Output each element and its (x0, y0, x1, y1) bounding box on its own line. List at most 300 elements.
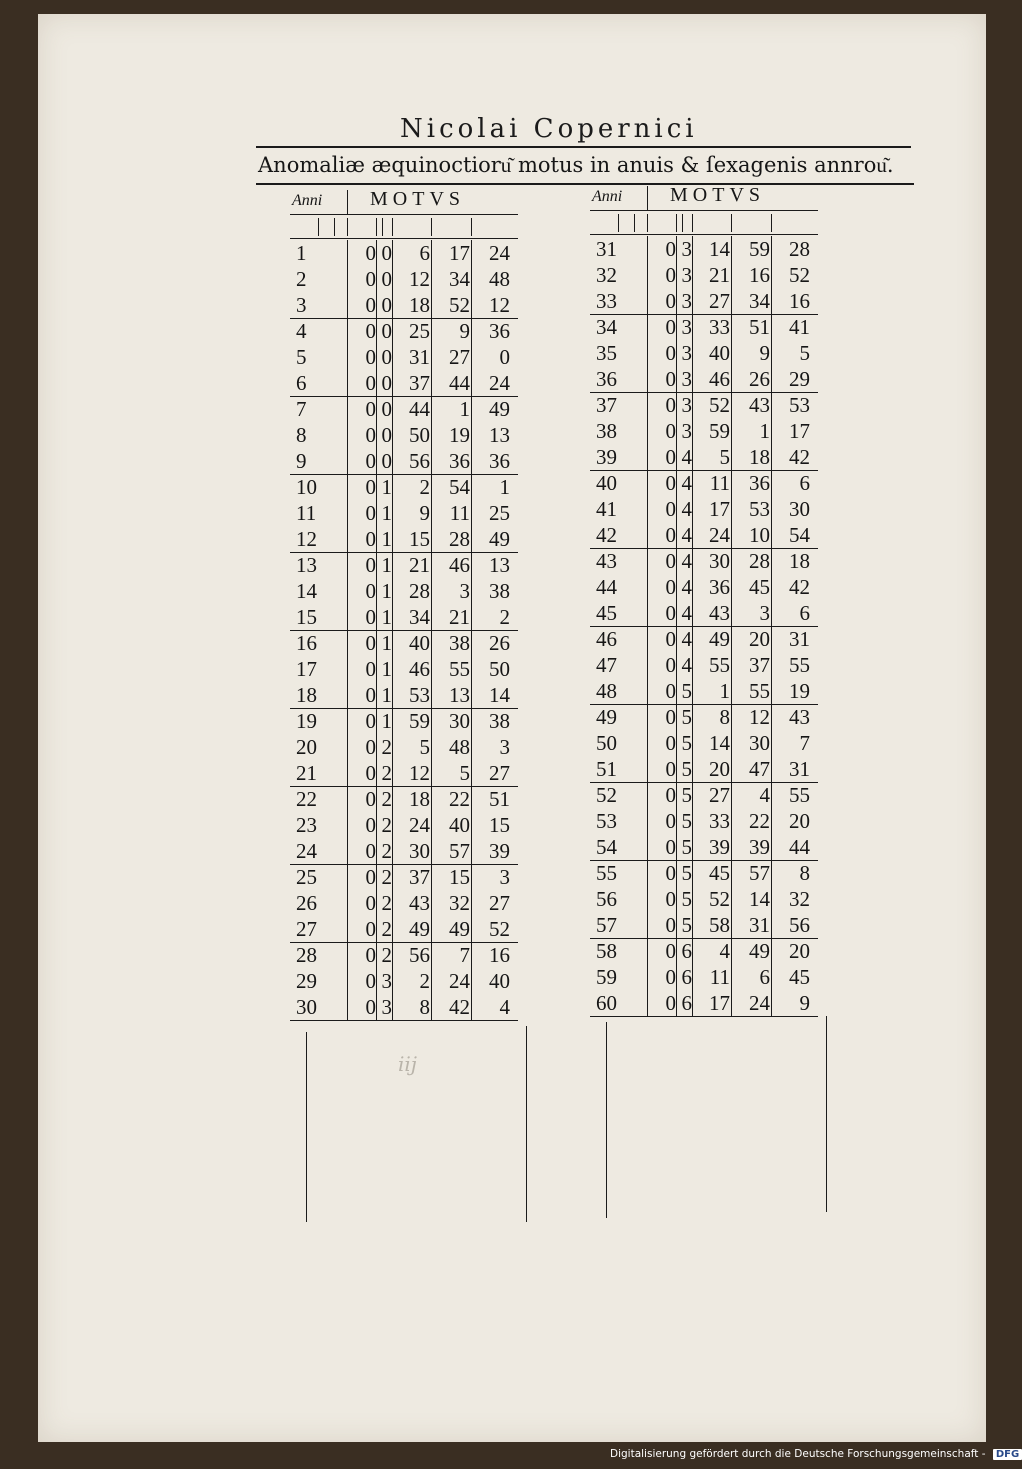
sexagesimal-cell: 0 (365, 995, 376, 1019)
minute-cell: 28 (409, 579, 430, 603)
degree-cell: 0 (381, 371, 392, 395)
third-cell: 42 (789, 445, 810, 469)
minute-cell: 34 (409, 605, 430, 629)
third-cell: 55 (789, 783, 810, 807)
minute-cell: 14 (709, 731, 730, 755)
sexagesimal-cell: 0 (365, 839, 376, 863)
sexagesimal-cell: 0 (665, 549, 676, 573)
table-row (290, 396, 518, 422)
sexagesimal-cell: 0 (665, 289, 676, 313)
year-cell: 39 (596, 445, 617, 469)
sexagesimal-cell: 0 (665, 679, 676, 703)
table-row (590, 626, 818, 652)
year-cell: 47 (596, 653, 617, 677)
minute-cell: 2 (419, 475, 430, 499)
minute-cell: 12 (409, 761, 430, 785)
table-row (590, 262, 818, 288)
third-cell: 5 (799, 341, 810, 365)
minute-cell: 55 (709, 653, 730, 677)
third-cell: 54 (789, 523, 810, 547)
minute-cell: 39 (709, 835, 730, 859)
table-row (290, 942, 518, 968)
minute-cell: 9 (419, 501, 430, 525)
sexagesimal-cell: 0 (665, 653, 676, 677)
table-row (290, 240, 518, 266)
degree-cell: 4 (681, 471, 692, 495)
second-cell: 19 (449, 423, 470, 447)
table-row (290, 708, 518, 734)
right-table-header (590, 186, 818, 211)
degree-cell: 5 (681, 835, 692, 859)
second-cell: 30 (749, 731, 770, 755)
degree-cell: 0 (381, 345, 392, 369)
sexagesimal-cell: 0 (665, 341, 676, 365)
year-cell: 8 (296, 423, 307, 447)
second-cell: 49 (749, 939, 770, 963)
year-cell: 36 (596, 367, 617, 391)
second-cell: 46 (449, 553, 470, 577)
second-cell: 11 (449, 501, 470, 525)
sexagesimal-cell: 0 (665, 965, 676, 989)
second-cell: 30 (449, 709, 470, 733)
third-cell: 3 (499, 865, 510, 889)
sexagesimal-cell: 0 (365, 449, 376, 473)
year-cell: 44 (596, 575, 617, 599)
table-row (290, 968, 518, 994)
sexagesimal-cell: 0 (365, 709, 376, 733)
second-cell: 53 (749, 497, 770, 521)
degree-cell: 2 (381, 891, 392, 915)
degree-cell: 2 (381, 787, 392, 811)
year-cell: 52 (596, 783, 617, 807)
third-cell: 40 (489, 969, 510, 993)
minute-cell: 30 (409, 839, 430, 863)
second-cell: 55 (449, 657, 470, 681)
year-cell: 43 (596, 549, 617, 573)
third-cell: 4 (499, 995, 510, 1019)
degree-cell: 2 (381, 761, 392, 785)
row-group (590, 626, 818, 705)
degree-cell: 1 (381, 579, 392, 603)
minute-cell: 50 (409, 423, 430, 447)
second-cell: 31 (749, 913, 770, 937)
minute-cell: 44 (409, 397, 430, 421)
minute-cell: 24 (409, 813, 430, 837)
minute-cell: 8 (719, 705, 730, 729)
minute-cell: 49 (709, 627, 730, 651)
minute-cell: 53 (409, 683, 430, 707)
second-cell: 3 (459, 579, 470, 603)
table-row (590, 990, 818, 1016)
second-cell: 38 (449, 631, 470, 655)
row-group (590, 470, 818, 549)
sexagesimal-cell: 0 (365, 397, 376, 421)
degree-cell: 0 (381, 241, 392, 265)
year-cell: 23 (296, 813, 317, 837)
sexagesimal-cell: 0 (665, 263, 676, 287)
year-cell: 38 (596, 419, 617, 443)
degree-cell: 3 (681, 289, 692, 313)
third-cell: 15 (489, 813, 510, 837)
degree-cell: 5 (681, 861, 692, 885)
row-group (290, 474, 518, 553)
third-cell: 41 (789, 315, 810, 339)
sexagesimal-cell: 0 (365, 917, 376, 941)
year-cell: 50 (596, 731, 617, 755)
table-row (590, 496, 818, 522)
table-row (590, 808, 818, 834)
year-cell: 9 (296, 449, 307, 473)
degree-cell: 1 (381, 657, 392, 681)
third-cell: 18 (789, 549, 810, 573)
degree-cell: 5 (681, 679, 692, 703)
minute-cell: 52 (709, 887, 730, 911)
sexagesimal-cell: 0 (665, 939, 676, 963)
year-cell: 37 (596, 393, 617, 417)
sexagesimal-cell: 0 (365, 605, 376, 629)
right-table (590, 186, 818, 1046)
table-row (590, 522, 818, 548)
degree-cell: 4 (681, 653, 692, 677)
degree-cell: 1 (381, 501, 392, 525)
minute-cell: 31 (409, 345, 430, 369)
second-cell: 13 (449, 683, 470, 707)
degree-cell: 0 (381, 423, 392, 447)
second-cell: 1 (759, 419, 770, 443)
degree-cell: 3 (681, 341, 692, 365)
degree-cell: 0 (381, 449, 392, 473)
year-cell: 21 (296, 761, 317, 785)
minute-cell: 46 (409, 657, 430, 681)
sexagesimal-cell: 0 (665, 393, 676, 417)
table-title: Anomaliæ æquinoctioru͂ motus in anuis & ſexagenis annrou͂. (258, 153, 894, 177)
sexagesimal-cell: 0 (365, 501, 376, 525)
table-row (590, 600, 818, 626)
year-cell: 18 (296, 683, 317, 707)
third-cell: 20 (789, 939, 810, 963)
table-row (590, 418, 818, 444)
table-row (590, 444, 818, 470)
sexagesimal-cell: 0 (365, 527, 376, 551)
sexagesimal-cell: 0 (665, 575, 676, 599)
degree-cell: 5 (681, 783, 692, 807)
second-cell: 40 (449, 813, 470, 837)
sexagesimal-cell: 0 (365, 813, 376, 837)
third-cell: 53 (789, 393, 810, 417)
minute-cell: 33 (709, 315, 730, 339)
year-cell: 60 (596, 991, 617, 1015)
table-row (290, 474, 518, 500)
degree-cell: 1 (381, 683, 392, 707)
second-cell: 22 (449, 787, 470, 811)
table-row (590, 548, 818, 574)
sexagesimal-cell: 0 (665, 419, 676, 443)
sexagesimal-cell: 0 (665, 887, 676, 911)
minute-cell: 59 (709, 419, 730, 443)
signature-mark: iij (398, 1052, 417, 1076)
degree-cell: 3 (381, 969, 392, 993)
second-cell: 34 (749, 289, 770, 313)
year-cell: 53 (596, 809, 617, 833)
second-cell: 15 (449, 865, 470, 889)
year-cell: 4 (296, 319, 307, 343)
degree-cell: 4 (681, 445, 692, 469)
year-cell: 45 (596, 601, 617, 625)
year-cell: 7 (296, 397, 307, 421)
second-cell: 14 (749, 887, 770, 911)
third-cell: 8 (799, 861, 810, 885)
third-cell: 48 (489, 267, 510, 291)
row-group (590, 704, 818, 783)
minute-cell: 11 (709, 471, 730, 495)
second-cell: 47 (749, 757, 770, 781)
sexagesimal-cell: 0 (365, 865, 376, 889)
table-row (590, 834, 818, 860)
third-cell: 42 (789, 575, 810, 599)
second-cell: 4 (759, 783, 770, 807)
year-cell: 14 (296, 579, 317, 603)
row-group (590, 548, 818, 627)
sexagesimal-cell: 0 (665, 523, 676, 547)
third-cell: 49 (489, 527, 510, 551)
row-group (290, 708, 518, 787)
second-cell: 59 (749, 237, 770, 261)
table-row (590, 704, 818, 730)
table-row (590, 938, 818, 964)
degree-cell: 5 (681, 757, 692, 781)
row-group (590, 392, 818, 471)
degree-cell: 0 (381, 397, 392, 421)
third-cell: 44 (789, 835, 810, 859)
table-row (590, 782, 818, 808)
third-cell: 55 (789, 653, 810, 677)
row-group (590, 314, 818, 393)
second-cell: 22 (749, 809, 770, 833)
table-row (290, 838, 518, 864)
table-row (290, 266, 518, 292)
year-cell: 5 (296, 345, 307, 369)
third-cell: 13 (489, 553, 510, 577)
year-cell: 20 (296, 735, 317, 759)
table-row (290, 682, 518, 708)
minute-cell: 5 (719, 445, 730, 469)
third-cell: 24 (489, 241, 510, 265)
third-cell: 52 (789, 263, 810, 287)
sexagesimal-cell: 0 (665, 497, 676, 521)
degree-cell: 3 (681, 263, 692, 287)
rule-line (306, 1032, 307, 1222)
table-row (290, 578, 518, 604)
second-cell: 28 (749, 549, 770, 573)
anni-label: Anni (292, 192, 323, 209)
table-row (590, 314, 818, 340)
table-row (290, 786, 518, 812)
second-cell: 57 (749, 861, 770, 885)
anni-label: Anni (592, 188, 623, 205)
table-row (590, 678, 818, 704)
second-cell: 26 (749, 367, 770, 391)
minute-cell: 21 (409, 553, 430, 577)
minute-cell: 40 (709, 341, 730, 365)
year-cell: 48 (596, 679, 617, 703)
degree-cell: 6 (681, 939, 692, 963)
table-row (290, 448, 518, 474)
table-row (590, 886, 818, 912)
degree-cell: 3 (681, 367, 692, 391)
third-cell: 36 (489, 319, 510, 343)
degree-cell: 5 (681, 705, 692, 729)
table-row (590, 756, 818, 782)
row-group (290, 630, 518, 709)
second-cell: 49 (449, 917, 470, 941)
sexagesimal-cell: 0 (365, 423, 376, 447)
degree-cell: 0 (381, 319, 392, 343)
second-cell: 10 (749, 523, 770, 547)
degree-cell: 2 (381, 917, 392, 941)
third-cell: 52 (489, 917, 510, 941)
minute-cell: 33 (709, 809, 730, 833)
sexagesimal-cell: 0 (665, 627, 676, 651)
third-cell: 17 (789, 419, 810, 443)
degree-cell: 3 (681, 315, 692, 339)
third-cell: 26 (489, 631, 510, 655)
degree-cell: 1 (381, 475, 392, 499)
degree-cell: 3 (681, 237, 692, 261)
third-cell: 6 (799, 601, 810, 625)
sexagesimal-cell: 0 (365, 345, 376, 369)
degree-cell: 0 (381, 267, 392, 291)
row-group (590, 860, 818, 939)
table-row (590, 340, 818, 366)
table-row (590, 964, 818, 990)
degree-cell: 4 (681, 497, 692, 521)
year-cell: 42 (596, 523, 617, 547)
second-cell: 12 (749, 705, 770, 729)
row-group (290, 318, 518, 397)
second-cell: 9 (459, 319, 470, 343)
year-cell: 1 (296, 241, 307, 265)
sexagesimal-cell: 0 (365, 579, 376, 603)
minute-cell: 25 (409, 319, 430, 343)
sexagesimal-cell: 0 (665, 913, 676, 937)
degree-cell: 1 (381, 553, 392, 577)
second-cell: 32 (449, 891, 470, 915)
table-row (290, 890, 518, 916)
year-cell: 54 (596, 835, 617, 859)
rule-line (526, 1026, 527, 1222)
second-cell: 5 (459, 761, 470, 785)
table-row (290, 500, 518, 526)
minute-cell: 12 (409, 267, 430, 291)
third-cell: 12 (489, 293, 510, 317)
second-cell: 21 (449, 605, 470, 629)
header-divider (647, 186, 648, 210)
sexagesimal-cell: 0 (365, 267, 376, 291)
third-cell: 51 (489, 787, 510, 811)
minute-cell: 21 (709, 263, 730, 287)
third-cell: 31 (789, 627, 810, 651)
sexagesimal-cell: 0 (665, 445, 676, 469)
table-row (290, 344, 518, 370)
year-cell: 12 (296, 527, 317, 551)
sexagesimal-cell: 0 (365, 319, 376, 343)
table-row (290, 604, 518, 630)
year-cell: 49 (596, 705, 617, 729)
year-cell: 25 (296, 865, 317, 889)
degree-cell: 6 (681, 991, 692, 1015)
minute-cell: 18 (409, 787, 430, 811)
minute-cell: 15 (409, 527, 430, 551)
sexagesimal-cell: 0 (365, 241, 376, 265)
sexagesimal-cell: 0 (365, 969, 376, 993)
sexagesimal-cell: 0 (665, 731, 676, 755)
third-cell: 32 (789, 887, 810, 911)
degree-cell: 5 (681, 913, 692, 937)
degree-cell: 2 (381, 813, 392, 837)
minute-cell: 18 (409, 293, 430, 317)
second-cell: 27 (449, 345, 470, 369)
minute-cell: 46 (709, 367, 730, 391)
year-cell: 11 (296, 501, 317, 525)
degree-cell: 4 (681, 549, 692, 573)
second-cell: 48 (449, 735, 470, 759)
year-cell: 29 (296, 969, 317, 993)
row-group (590, 236, 818, 315)
minute-cell: 59 (409, 709, 430, 733)
sexagesimal-cell: 0 (365, 683, 376, 707)
table-row (590, 574, 818, 600)
degree-cell: 3 (681, 393, 692, 417)
second-cell: 7 (459, 943, 470, 967)
year-cell: 19 (296, 709, 317, 733)
sexagesimal-cell: 0 (665, 991, 676, 1015)
motus-label: MOTVS (670, 184, 766, 206)
third-cell: 28 (789, 237, 810, 261)
second-cell: 34 (449, 267, 470, 291)
third-cell: 39 (489, 839, 510, 863)
row-group (290, 240, 518, 319)
third-cell: 2 (499, 605, 510, 629)
header-divider (347, 190, 348, 214)
table-row (290, 630, 518, 656)
third-cell: 29 (789, 367, 810, 391)
year-cell: 24 (296, 839, 317, 863)
year-cell: 6 (296, 371, 307, 395)
row-group (290, 552, 518, 631)
minute-cell: 43 (409, 891, 430, 915)
row-group (590, 938, 818, 1017)
header-rule (256, 146, 911, 148)
second-cell: 39 (749, 835, 770, 859)
rule-line (826, 1016, 827, 1212)
minute-cell: 58 (709, 913, 730, 937)
degree-cell: 2 (381, 943, 392, 967)
year-cell: 55 (596, 861, 617, 885)
table-row (590, 470, 818, 496)
minute-cell: 56 (409, 943, 430, 967)
degree-cell: 2 (381, 839, 392, 863)
year-cell: 33 (596, 289, 617, 313)
sexagesimal-cell: 0 (665, 705, 676, 729)
second-cell: 20 (749, 627, 770, 651)
minute-cell: 36 (709, 575, 730, 599)
year-cell: 13 (296, 553, 317, 577)
sexagesimal-cell: 0 (365, 371, 376, 395)
table-row (290, 370, 518, 396)
third-cell: 20 (789, 809, 810, 833)
table-row (590, 288, 818, 314)
left-table-header (290, 190, 518, 215)
